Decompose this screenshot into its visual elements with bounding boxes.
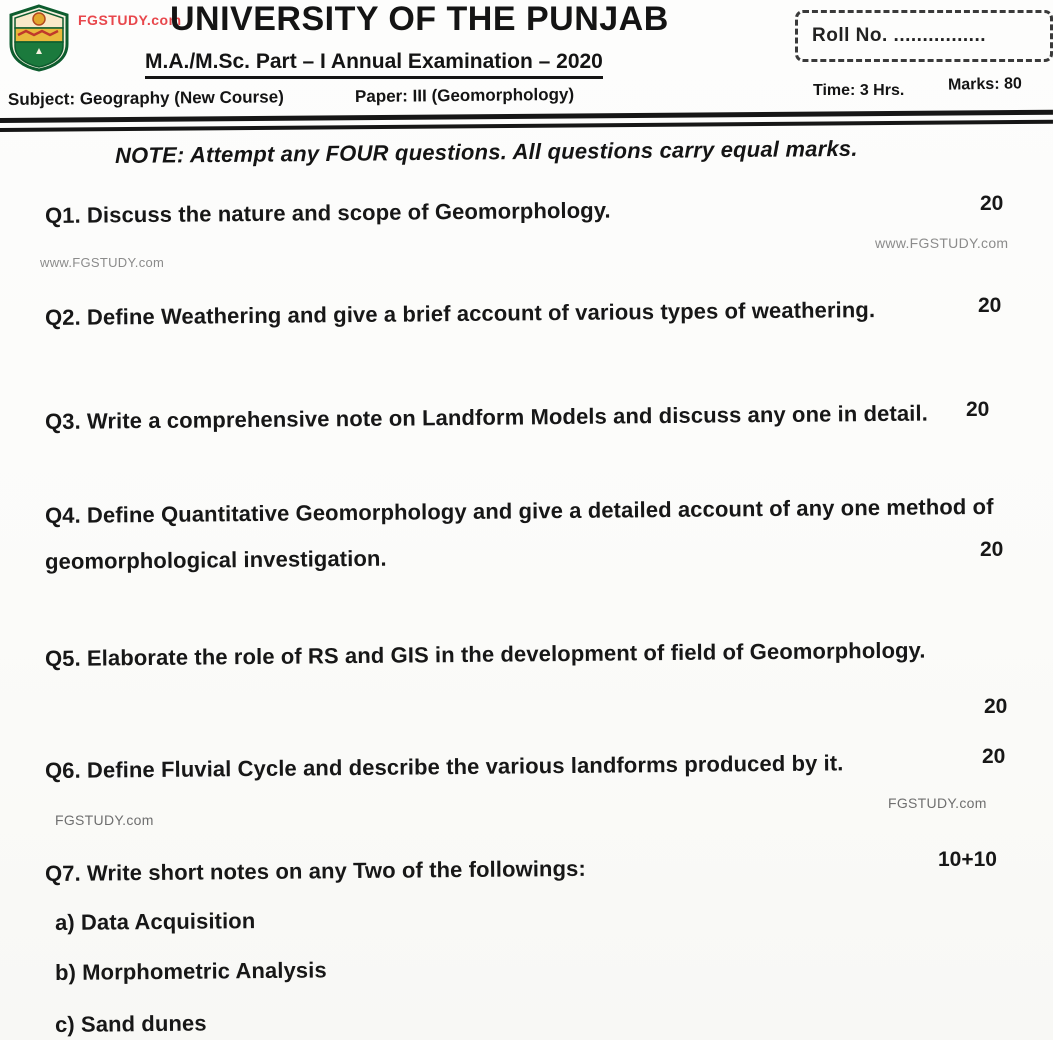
question-5-marks: 20 xyxy=(984,695,1008,718)
note-instruction: NOTE: Attempt any FOUR questions. All questions carry equal marks. xyxy=(114,135,858,168)
subitem-c: c) Sand dunes xyxy=(54,1010,207,1037)
roll-no-label: Roll No. ................ xyxy=(812,25,987,46)
question-6-text: Q6. Define Fluvial Cycle and describe the various landforms produced by it. xyxy=(44,750,844,783)
question-1-text: Q1. Discuss the nature and scope of Geomorphology. xyxy=(44,197,611,228)
watermark-q6-left: FGSTUDY.com xyxy=(55,812,154,828)
university-logo xyxy=(8,4,70,72)
watermark-q1-right: www.FGSTUDY.com xyxy=(875,235,1009,251)
paper-label: Paper: III (Geomorphology) xyxy=(354,84,575,106)
brand-watermark-top: FGSTUDY.com xyxy=(78,12,182,28)
page-title: UNIVERSITY OF THE PUNJAB xyxy=(170,0,669,38)
question-5-text: Q5. Elaborate the role of RS and GIS in the development of field of Geomorphology. xyxy=(44,637,926,671)
question-4-text-line2: geomorphological investigation. xyxy=(44,545,387,574)
question-7-text: Q7. Write short notes on any Two of the followings: xyxy=(44,855,586,886)
university-crest-icon xyxy=(8,4,70,72)
question-2-text: Q2. Define Weathering and give a brief account of various types of weathering. xyxy=(44,297,876,330)
time-label: Time: 3 Hrs. xyxy=(813,82,905,99)
question-4-marks: 20 xyxy=(980,538,1004,561)
question-6-marks: 20 xyxy=(982,745,1006,768)
watermark-q1-left: www.FGSTUDY.com xyxy=(40,255,165,270)
question-3-marks: 20 xyxy=(966,398,990,421)
question-1-marks: 20 xyxy=(980,192,1004,215)
subitem-b: b) Morphometric Analysis xyxy=(54,957,327,985)
question-2-marks: 20 xyxy=(978,294,1002,317)
exam-subtitle: M.A./M.Sc. Part – I Annual Examination – 2020 xyxy=(145,50,603,79)
question-4-text-line1: Q4. Define Quantitative Geomorphology and give a detailed account of any one method of xyxy=(44,493,994,528)
roll-no-box xyxy=(795,10,1053,62)
question-3-text: Q3. Write a comprehensive note on Landform Models and discuss any one in detail. xyxy=(44,400,928,434)
question-7-marks: 10+10 xyxy=(938,848,997,871)
subject-label: Subject: Geography (New Course) xyxy=(7,87,284,109)
subitem-a: a) Data Acquisition xyxy=(54,908,256,935)
total-marks-label: Marks: 80 xyxy=(947,75,1022,94)
watermark-q6-right: FGSTUDY.com xyxy=(888,795,987,811)
